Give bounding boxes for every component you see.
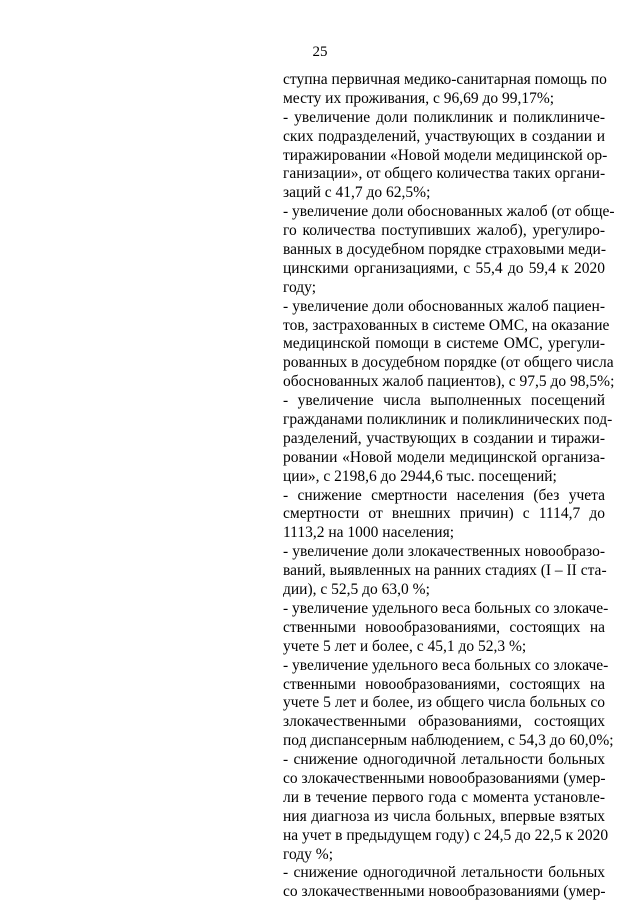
text-line: на учет в предыдущем году) с 24,5 до 22,5 к 2020 [283, 826, 609, 844]
text-line: ских подразделений, участвующих в создании и [283, 127, 605, 145]
text-line: учете 5 лет и более, из общего числа больных со [283, 694, 605, 712]
text-line: году %; [283, 845, 334, 863]
text-line: заций с 41,7 до 62,5%; [283, 184, 431, 202]
text-line: ступна первичная медико-санитарная помощь по [283, 71, 607, 88]
text-line: ровании «Новой модели медицинской организа- [283, 448, 605, 466]
text-line: - увеличение доли обоснованных жалоб пациен- [283, 297, 605, 315]
text-line: - увеличение доли злокачественных новообразо- [283, 543, 605, 561]
text-line: - снижение одногодичной летальности больных [283, 751, 605, 769]
text-line: - снижение одногодичной летальности больных [283, 864, 605, 882]
text-line: медицинской помощи в системе ОМС, урегули- [283, 335, 605, 353]
text-line: гражданами поликлиник и поликлинических под- [283, 411, 613, 429]
text-line: ванных в досудебном порядке страховыми меди- [283, 241, 607, 259]
text-line: тиражировании «Новой модели медицинской ор- [283, 146, 608, 164]
text-line: разделений, участвующих в создании и тиражи- [283, 429, 605, 447]
text-line: ственными новообразованиями, состоящих на [283, 675, 605, 693]
text-line: - увеличение удельного веса больных со злокаче- [283, 599, 609, 617]
page-number: 25 [312, 44, 328, 60]
text-line: месту их проживания, с 96,69 до 99,17%; [283, 89, 555, 107]
body-text [283, 71, 615, 902]
text-line: тов, застрахованных в системе ОМС, на оказание [283, 316, 610, 334]
text-line: цинскими организациями, с 55,4 до 59,4 к 2020 [283, 259, 605, 277]
text-line: дии), с 52,5 до 63,0 %; [283, 581, 430, 599]
text-line: - увеличение числа выполненных посещений [283, 392, 605, 410]
text-line: ганизации», от общего количества таких органи- [283, 165, 606, 183]
text-line: ли в течение первого года с момента установле- [283, 788, 605, 806]
text-line: рованных в досудебном порядке (от общего числа [283, 354, 614, 372]
text-line: смертности от внешних причин) с 1114,7 до [283, 505, 605, 523]
text-line: - увеличение доли поликлиник и поликлиниче- [283, 108, 605, 126]
text-line: злокачественными образованиями, состоящих [283, 713, 605, 731]
text-line: - увеличение удельного веса больных со злокаче- [283, 656, 609, 674]
text-line: со злокачественными новообразованиями (умер- [283, 769, 606, 787]
text-line: ваний, выявленных на ранних стадиях (I – II ста- [283, 562, 607, 580]
text-line: ния диагноза из числа больных, впервые взятых [283, 807, 605, 825]
text-line: году; [283, 278, 317, 296]
text-line: 1113,2 на 1000 населения; [283, 524, 455, 542]
text-line: ции», с 2198,6 до 2944,6 тыс. посещений; [283, 467, 557, 485]
text-line: - снижение смертности населения (без учета [283, 486, 605, 504]
text-line: - увеличение доли обоснованных жалоб (от обще- [283, 203, 615, 221]
text-line: под диспансерным наблюдением, с 54,3 до 60,0%; [283, 732, 614, 750]
text-line: ственными новообразованиями, состоящих на [283, 618, 605, 636]
text-line: обоснованных жалоб пациентов), с 97,5 до 98,5%; [283, 373, 615, 391]
text-line: го количества поступивших жалоб), урегулиро- [283, 222, 605, 240]
text-line: учете 5 лет и более, с 45,1 до 52,3 %; [283, 637, 527, 655]
text-line: со злокачественными новообразованиями (умер- [283, 883, 606, 901]
